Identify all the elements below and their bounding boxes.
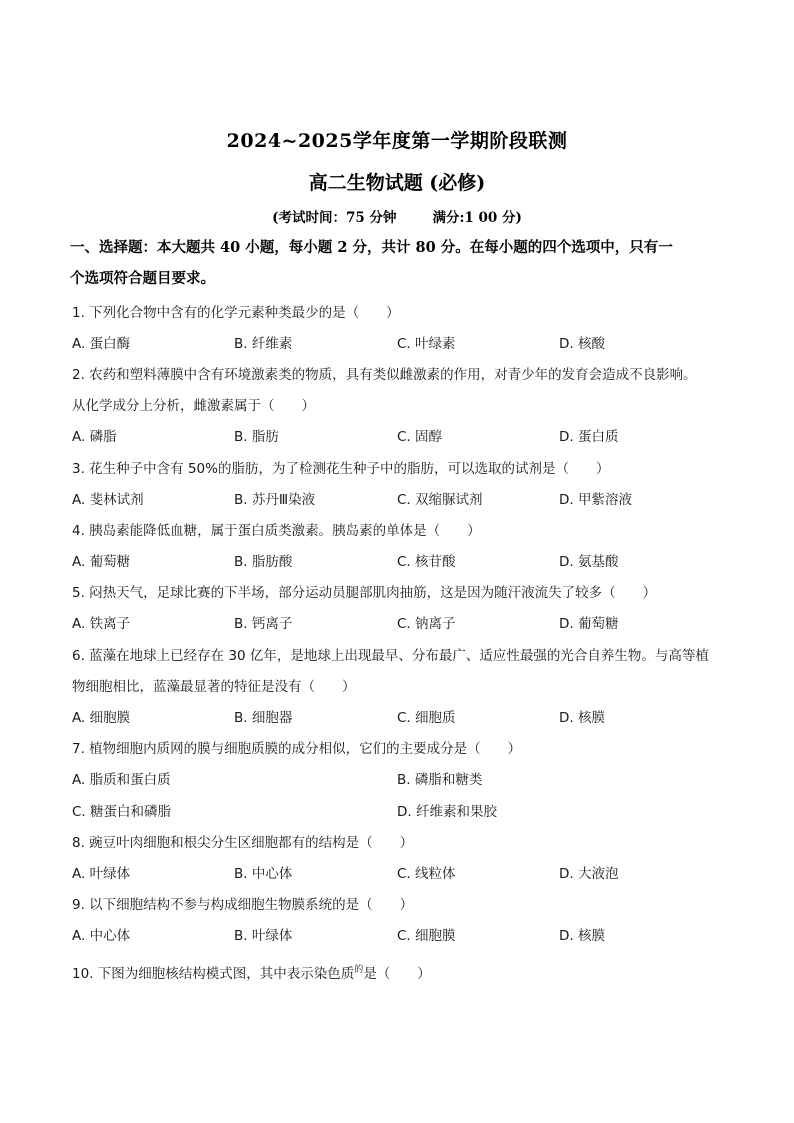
option-a: A. 叶绿体 xyxy=(72,866,131,882)
option-c: C. 核苷酸 xyxy=(397,554,456,570)
option-a: A. 中心体 xyxy=(72,928,131,944)
option-b: B. 中心体 xyxy=(234,866,293,882)
option-a: A. 蛋白酶 xyxy=(72,336,131,352)
question-3-options xyxy=(72,488,732,508)
option-d: D. 蛋白质 xyxy=(559,429,619,445)
full-score: 满分:1 00 分) xyxy=(432,210,522,226)
option-c: C. 双缩脲试剂 xyxy=(397,492,483,508)
question-9-options xyxy=(72,924,732,944)
option-c: C. 钠离子 xyxy=(397,616,456,632)
option-c: C. 糖蛋白和磷脂 xyxy=(72,804,172,820)
question-6-options xyxy=(72,706,732,726)
question-7-options-row2 xyxy=(72,800,732,820)
option-d: D. 纤维素和果胶 xyxy=(397,804,497,820)
question-7-stem: 7. 植物细胞内质网的膜与细胞质膜的成分相似，它们的主要成分是（ ） xyxy=(72,741,522,757)
exam-title: 2024~2025学年度第一学期阶段联测 xyxy=(226,130,568,152)
question-2-stem: 2. 农药和塑料薄膜中含有环境激素类的物质，具有类似雌激素的作用，对青少年的发育会造成不良影响。 xyxy=(72,367,697,383)
question-6-stem: 6. 蓝藻在地球上已经存在 30 亿年，是地球上出现最早、分布最广、适应性最强的光合自养生物。与高等植 xyxy=(72,648,709,664)
question-6-stem-cont: 物细胞相比，蓝藻最显著的特征是没有（ ） xyxy=(72,679,356,695)
question-4-options xyxy=(72,550,732,570)
option-d: D. 核酸 xyxy=(559,336,605,352)
option-b: B. 磷脂和糖类 xyxy=(397,772,483,788)
section-heading-line2: 个选项符合题目要求。 xyxy=(70,270,215,287)
option-a: A. 铁离子 xyxy=(72,616,131,632)
option-d: D. 核膜 xyxy=(559,928,605,944)
question-2-options xyxy=(72,425,732,445)
question-10-stem-a: 10. 下图为细胞核结构模式图，其中表示染色质 xyxy=(72,966,355,982)
option-c: C. 线粒体 xyxy=(397,866,456,882)
option-b: B. 钙离子 xyxy=(234,616,293,632)
option-c: C. 固醇 xyxy=(397,429,443,445)
option-b: B. 叶绿体 xyxy=(234,928,293,944)
option-b: B. 脂肪酸 xyxy=(234,554,293,570)
question-8-options xyxy=(72,862,732,882)
option-d: D. 甲紫溶液 xyxy=(559,492,632,508)
option-d: D. 核膜 xyxy=(559,710,605,726)
question-10-stem-b: 是（ ） xyxy=(363,966,431,982)
question-8-stem: 8. 豌豆叶肉细胞和根尖分生区细胞都有的结构是（ ） xyxy=(72,835,414,851)
exam-subtitle: 高二生物试题 (必修) xyxy=(308,172,486,194)
question-1-options xyxy=(72,332,732,352)
question-9-stem: 9. 以下细胞结构不参与构成细胞生物膜系统的是（ ） xyxy=(72,897,414,913)
question-7-options-row1 xyxy=(72,768,732,788)
question-5-options xyxy=(72,612,732,632)
option-b: B. 苏丹Ⅲ染液 xyxy=(234,492,316,508)
option-d: D. 葡萄糖 xyxy=(559,616,619,632)
question-5-stem: 5. 闷热天气，足球比赛的下半场，部分运动员腿部肌肉抽筋，这是因为随汗液流失了较多（ ） xyxy=(72,585,657,601)
option-d: D. 大液泡 xyxy=(559,866,619,882)
option-c: C. 细胞膜 xyxy=(397,928,456,944)
option-b: B. 脂肪 xyxy=(234,429,279,445)
option-d: D. 氨基酸 xyxy=(559,554,619,570)
option-b: B. 细胞器 xyxy=(234,710,293,726)
section-heading-line1: 一、选择题：本大题共 40 小题，每小题 2 分，共计 80 分。在每小题的四个选项中，只有一 xyxy=(70,239,673,256)
question-10-stem xyxy=(72,962,732,982)
option-a: A. 细胞膜 xyxy=(72,710,131,726)
question-10-stem-sup: 的 xyxy=(354,965,364,975)
option-a: A. 斐林试剂 xyxy=(72,492,144,508)
option-a: A. 葡萄糖 xyxy=(72,554,131,570)
question-2-stem-cont: 从化学成分上分析，雌激素属于（ ） xyxy=(72,398,315,414)
option-a: A. 磷脂 xyxy=(72,429,117,445)
option-c: C. 叶绿素 xyxy=(397,336,456,352)
exam-info xyxy=(0,206,794,226)
option-b: B. 纤维素 xyxy=(234,336,293,352)
option-a: A. 脂质和蛋白质 xyxy=(72,772,171,788)
question-4-stem: 4. 胰岛素能降低血糖，属于蛋白质类激素。胰岛素的单体是（ ） xyxy=(72,523,481,539)
exam-time: (考试时间：75 分钟 xyxy=(272,210,397,226)
question-1-stem: 1. 下列化合物中含有的化学元素种类最少的是（ ） xyxy=(72,305,400,321)
option-c: C. 细胞质 xyxy=(397,710,456,726)
question-3-stem: 3. 花生种子中含有 50%的脂肪，为了检测花生种子中的脂肪，可以选取的试剂是（ ） xyxy=(72,461,610,477)
